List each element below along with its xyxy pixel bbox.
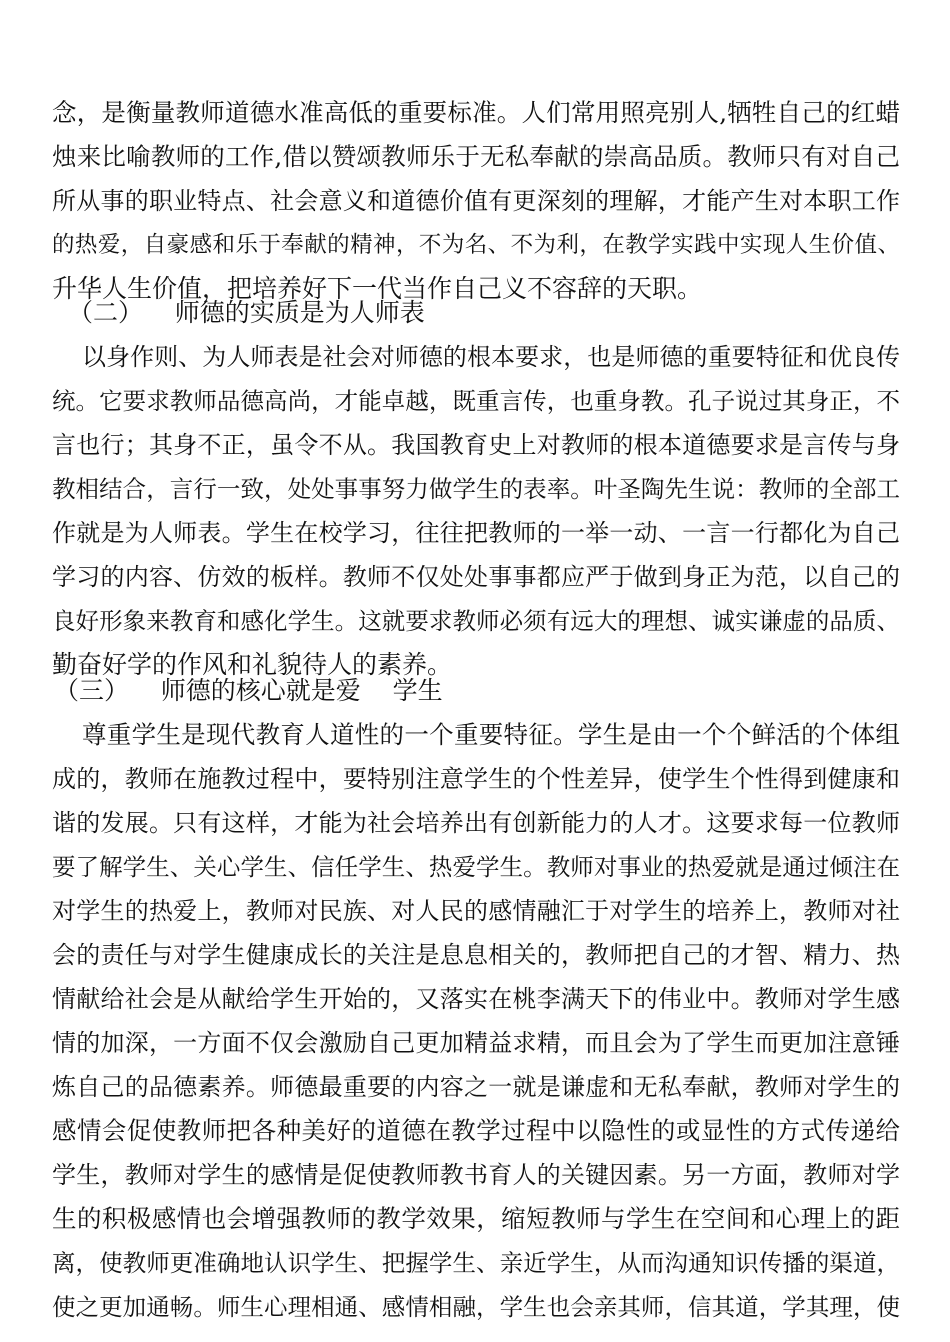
paragraph-line: 升华人生价值，把培养好下一代当作自己义不容辞的天职。	[52, 274, 703, 303]
section-heading-2: （二） 师德的实质是为人师表	[68, 298, 425, 327]
paragraph-line: 尊重学生是现代教育人道性的一个重要特征。学生是由一个个鲜活的个体组	[82, 720, 900, 749]
paragraph-line: 言也行；其身不正，虽令不从。我国教育史上对教师的根本道德要求是言传与身	[52, 431, 900, 459]
paragraph-line: 烛来比喻教师的工作,借以赞颂教师乐于无私奉献的崇高品质。教师只有对自己	[52, 142, 900, 171]
paragraph-line: 情献给社会是从献给学生开始的，又落实在桃李满天下的伟业中。教师对学生感	[52, 985, 900, 1013]
paragraph-line: 良好形象来教育和感化学生。这就要求教师必须有远大的理想、诚实谦虚的品质、	[52, 607, 900, 635]
paragraph-line: 生的积极感情也会增强教师的教学效果，缩短教师与学生在空间和心理上的距	[52, 1204, 900, 1233]
paragraph-line: 要了解学生、关心学生、信任学生、热爱学生。教师对事业的热爱就是通过倾注在	[52, 853, 900, 881]
paragraph-line: 情的加深，一方面不仅会激励自己更加精益求精，而且会为了学生而更加注意锤	[52, 1029, 900, 1057]
paragraph-line: 所从事的职业特点、社会意义和道德价值有更深刻的理解，才能产生对本职工作	[52, 187, 900, 215]
paragraph-line: 统。它要求教师品德高尚，才能卓越，既重言传，也重身教。孔子说过其身正，不	[52, 387, 900, 415]
paragraph-line: 对学生的热爱上，教师对民族、对人民的感情融汇于对学生的培养上，教师对社	[52, 897, 900, 925]
paragraph-line: 感情会促使教师把各种美好的道德在教学过程中以隐性的或显性的方式传递给	[52, 1116, 900, 1145]
paragraph-line: 勤奋好学的作风和礼貌待人的素养。	[52, 650, 453, 679]
paragraph-line: 学习的内容、仿效的板样。教师不仅处处事事都应严于做到身正为范，以自己的	[52, 563, 900, 591]
paragraph-line: 学生，教师对学生的感情是促使教师教书育人的关键因素。另一方面，教师对学	[52, 1161, 900, 1189]
paragraph-line: 炼自己的品德素养。师德最重要的内容之一就是谦虚和无私奉献，教师对学生的	[52, 1073, 900, 1101]
section-heading-3: （三） 师德的核心就是爱 学生	[54, 676, 443, 705]
paragraph-line: 会的责任与对学生健康成长的关注是息息相关的，教师把自己的才智、精力、热	[52, 941, 900, 969]
paragraph-line: 谐的发展。只有这样，才能为社会培养出有创新能力的人才。这要求每一位教师	[52, 809, 900, 837]
paragraph-line: 作就是为人师表。学生在校学习，往往把教师的一举一动、一言一行都化为自己	[52, 519, 900, 547]
paragraph-line: 以身作则、为人师表是社会对师德的根本要求，也是师德的重要特征和优良传	[82, 343, 900, 371]
paragraph-line: 使之更加通畅。师生心理相通、感情相融，学生也会亲其师，信其道，学其理，使	[52, 1293, 900, 1321]
paragraph-line: 离，使教师更准确地认识学生、把握学生、亲近学生，从而沟通知识传播的渠道，	[52, 1249, 900, 1277]
paragraph-line: 教相结合，言行一致，处处事事努力做学生的表率。叶圣陶先生说：教师的全部工	[52, 475, 900, 503]
paragraph-line: 念，是衡量教师道德水准高低的重要标准。人们常用照亮别人,牺牲自己的红蜡	[52, 98, 900, 127]
paragraph-line: 成的，教师在施教过程中，要特别注意学生的个性差异，使学生个性得到健康和	[52, 765, 900, 793]
paragraph-line: 的热爱，自豪感和乐于奉献的精神，不为名、不为利，在教学实践中实现人生价值、	[52, 232, 900, 258]
